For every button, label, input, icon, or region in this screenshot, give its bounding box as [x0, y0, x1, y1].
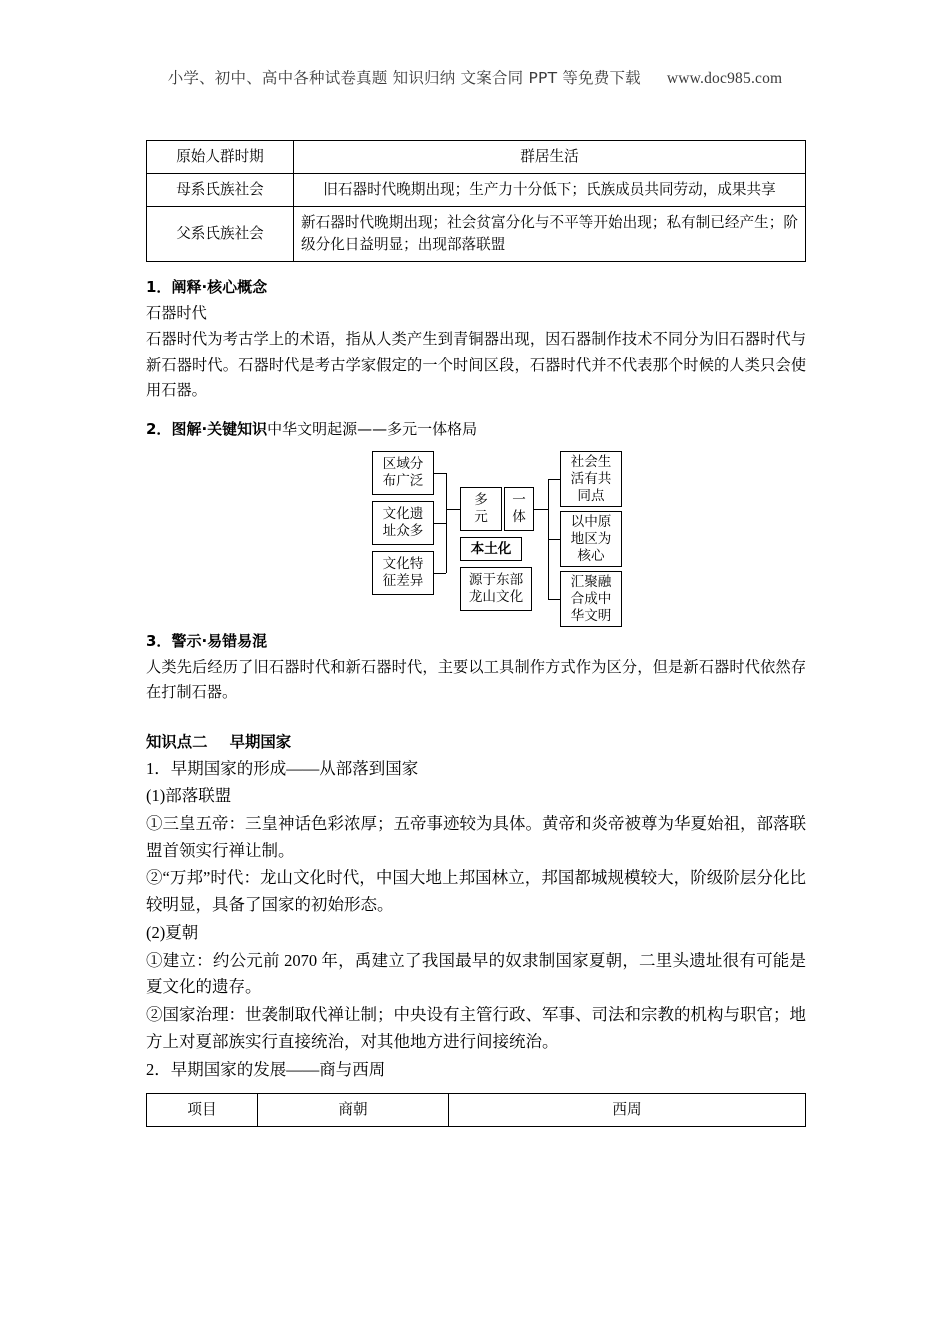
- kp2-item-7: ②国家治理：世袭制取代禅让制；中央设有主管行政、军事、司法和宗教的机构与职官；地方上对夏部族实行直接统治，对其他地方进行间接统治。: [146, 1005, 806, 1051]
- column-header-shang: 商朝: [258, 1094, 449, 1127]
- shang-xizhou-table: [146, 1093, 806, 1127]
- diagram-center-yiti: [504, 487, 534, 531]
- diagram-connector: [548, 539, 560, 540]
- diagram-text: 布广泛: [382, 473, 424, 490]
- row-label: 父系氏族社会: [147, 206, 294, 261]
- primitive-society-table: [146, 140, 806, 262]
- watermark-url: www.doc985.com: [666, 70, 783, 87]
- kp2-item-6: ①建立：约公元前 2070 年，禹建立了我国最早的奴隶制国家夏朝，二里头遗址很有可能是夏文化的遗存。: [146, 950, 806, 997]
- diagram-connector: [434, 523, 446, 524]
- civilization-origin-diagram: [146, 449, 806, 624]
- diagram-text: 文化特: [382, 556, 424, 573]
- diagram-connector: [534, 509, 548, 510]
- row-content: 群居生活: [294, 141, 806, 174]
- diagram-left-box-3: [372, 551, 434, 595]
- diagram-left-box-1: [372, 451, 434, 495]
- diagram-text: 核心: [577, 547, 605, 564]
- diagram-connector: [548, 599, 560, 600]
- diagram-text: 同点: [577, 487, 605, 504]
- diagram-text: 址众多: [382, 523, 424, 540]
- diagram-connector: [446, 473, 447, 573]
- table-row: [147, 206, 806, 261]
- diagram-connector: [434, 473, 446, 474]
- diagram-text: 元: [474, 509, 488, 526]
- watermark-banner: [0, 66, 950, 88]
- section-2-heading: [146, 417, 806, 441]
- diagram-text: 一: [512, 492, 526, 509]
- section-3-title: 警示·易错易混: [171, 632, 268, 651]
- row-content: 旧石器时代晚期出现；生产力十分低下；氏族成员共同劳动，成果共享: [294, 173, 806, 206]
- diagram-text: 本土化: [470, 540, 512, 557]
- diagram-text: 华文明: [570, 607, 612, 624]
- row-label: 母系氏族社会: [147, 173, 294, 206]
- kp2-item-4: ②“万邦”时代：龙山文化时代，中国大地上邦国林立，邦国都城规模较大，阶级阶层分化比较明显，具备了国家的初始形态。: [146, 868, 806, 915]
- diagram-text: 多: [474, 492, 488, 509]
- diagram-connector: [446, 509, 460, 510]
- row-content: 新石器时代晚期出现；社会贫富分化与不平等开始出现；私有制已经产生；阶级分化日益明显；出现部落联盟: [294, 206, 806, 261]
- section-1-paragraph: 石器时代为考古学上的术语，指从人类产生到青铜器出现，因石器制作技术不同分为旧石器时代与新石器时代。石器时代是考古学家假定的一个时间区段，石器时代并不代表那个时候的人类只会使用石器。: [146, 330, 806, 400]
- diagram-center-bentuhua: [460, 537, 522, 561]
- diagram-text: 区域分: [382, 456, 424, 473]
- row-label: 原始人群时期: [147, 141, 294, 174]
- diagram-text: 汇聚融: [570, 573, 612, 590]
- column-header-xizhou: 西周: [449, 1094, 806, 1127]
- column-header-item: 项目: [147, 1094, 258, 1127]
- kp2-item-3: ①三皇五帝：三皇神话色彩浓厚；五帝事迹较为具体。黄帝和炎帝被尊为华夏始祖，部落联盟首领实行禅让制。: [146, 814, 806, 860]
- diagram-text: 地区为: [570, 530, 612, 547]
- section-2-subject: 中华文明起源——多元一体格局: [267, 419, 478, 438]
- knowledge-point-2-title: 早期国家: [229, 732, 292, 751]
- table-row: [147, 173, 806, 206]
- kp2-item-8: 2．早期国家的发展——商与西周: [146, 1059, 386, 1079]
- knowledge-point-2-label: 知识点二: [146, 732, 208, 751]
- section-1-title: 阐释·核心概念: [171, 277, 268, 296]
- document-content: [146, 140, 806, 1127]
- section-1-number: 1．: [146, 277, 172, 296]
- diagram-text: 活有共: [570, 470, 612, 487]
- diagram-text: 合成中: [570, 590, 612, 607]
- diagram-text: 社会生: [570, 453, 612, 470]
- section-2-title: 图解·关键知识: [171, 419, 268, 438]
- diagram-left-box-2: [372, 501, 434, 545]
- table-row: [147, 1094, 806, 1127]
- kp2-item-5: (2)夏朝: [146, 922, 199, 942]
- diagram-text: 体: [512, 509, 526, 526]
- knowledge-point-2-heading: [146, 730, 806, 755]
- diagram-right-box-3: [560, 571, 622, 627]
- kp2-item-1: 1．早期国家的形成——从部落到国家: [146, 758, 419, 778]
- diagram-text: 源于东部: [468, 572, 524, 589]
- section-1-heading: [146, 275, 806, 299]
- table-row: [147, 141, 806, 174]
- section-3-heading: [146, 629, 806, 653]
- section-2-number: 2．: [146, 419, 172, 438]
- diagram-right-box-1: [560, 451, 622, 507]
- diagram-text: 以中原: [570, 513, 612, 530]
- diagram-center-longshan: [460, 567, 532, 611]
- diagram-connector: [548, 479, 560, 480]
- diagram-center-duoyuan: [460, 487, 502, 531]
- section-3-paragraph: 人类先后经历了旧石器时代和新石器时代，主要以工具制作方式作为区分，但是新石器时代依然存在打制石器。: [146, 657, 806, 702]
- section-1-term: 石器时代: [146, 303, 207, 322]
- section-3-number: 3．: [146, 632, 172, 651]
- diagram-text: 文化遗: [382, 506, 424, 523]
- watermark-text: 小学、初中、高中各种试卷真题 知识归纳 文案合同 PPT 等免费下载: [167, 69, 641, 87]
- kp2-item-2: (1)部落联盟: [146, 786, 232, 806]
- diagram-right-box-2: [560, 511, 622, 567]
- diagram-text: 龙山文化: [468, 589, 524, 606]
- diagram-text: 征差异: [382, 573, 424, 590]
- diagram-connector: [434, 573, 446, 574]
